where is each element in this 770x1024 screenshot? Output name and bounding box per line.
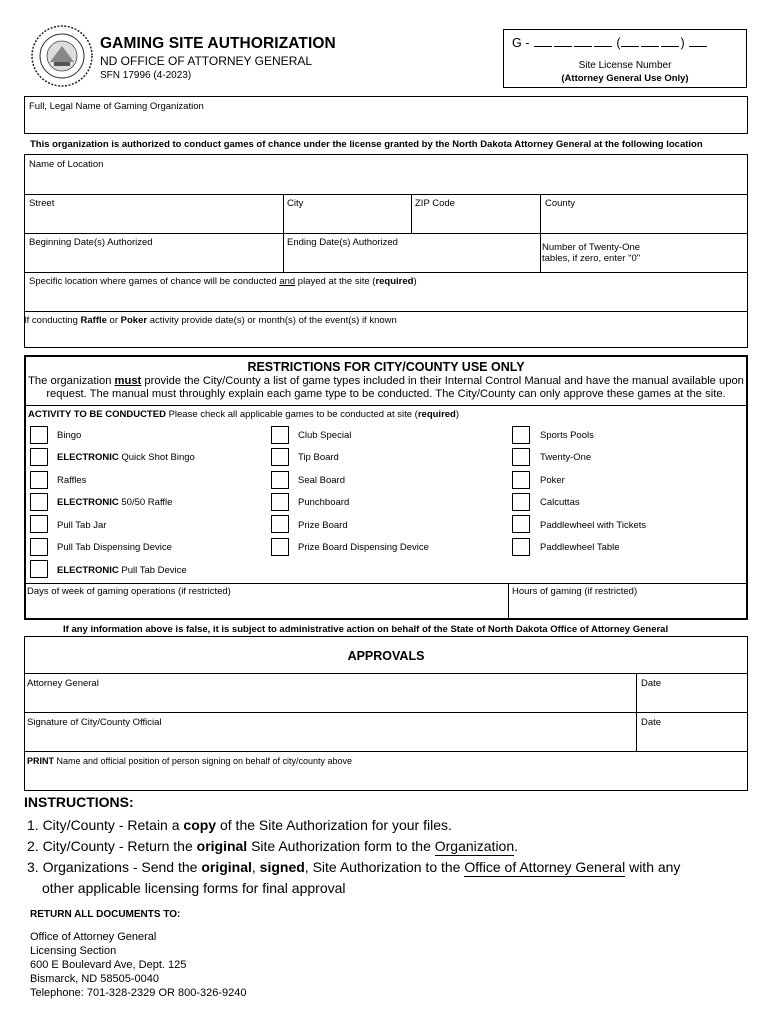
checkbox-calcuttas[interactable]	[512, 493, 530, 511]
form-title: GAMING SITE AUTHORIZATION	[100, 35, 336, 52]
checkbox-twenty-one[interactable]	[512, 448, 530, 466]
end-date-label: Ending Date(s) Authorized	[287, 237, 398, 248]
approvals-section	[24, 636, 748, 791]
twentyone-label: Number of Twenty-One	[542, 242, 641, 253]
instructions-heading: INSTRUCTIONS:	[24, 794, 134, 810]
address-line-4: Bismarck, ND 58505-0040	[30, 973, 160, 985]
hours-label: Hours of gaming (if restricted)	[512, 586, 638, 597]
restrictions-title: RESTRICTIONS FOR CITY/COUNTY USE ONLY	[247, 360, 525, 374]
office-of-attorney-general-link[interactable]: Office of Attorney General	[464, 859, 626, 875]
activity-label-prize-board-dispensing-device: Prize Board Dispensing Device	[298, 542, 429, 553]
checkbox-raffles[interactable]	[30, 471, 48, 489]
zip-label: ZIP Code	[415, 198, 455, 209]
activity-label-electronic-pull-tab-device: ELECTRONIC Pull Tab Device	[57, 565, 187, 576]
instruction-3: 3. Organizations - Send the original, signed, Site Authorization to the Office of Attorney General with any	[27, 859, 681, 875]
checkbox-sports-pools[interactable]	[512, 426, 530, 444]
official-date-label: Date	[641, 717, 662, 728]
checkbox-poker[interactable]	[512, 471, 530, 489]
checkbox-paddlewheel-table[interactable]	[512, 538, 530, 556]
license-use-note: (Attorney General Use Only)	[561, 73, 689, 84]
location-name-label: Name of Location	[29, 159, 104, 170]
checkbox-prize-board[interactable]	[271, 515, 289, 533]
checkbox-seal-board[interactable]	[271, 471, 289, 489]
city-label: City	[287, 198, 304, 209]
agency-name: ND OFFICE OF ATTORNEY GENERAL	[100, 54, 313, 68]
activity-label-twenty-one: Twenty-One	[540, 452, 592, 463]
activity-label: ACTIVITY TO BE CONDUCTED Please check all applicable games to be conducted at site (required)	[28, 409, 460, 420]
checkbox-pull-tab-dispensing-device[interactable]	[30, 538, 48, 556]
begin-date-label: Beginning Date(s) Authorized	[29, 237, 153, 248]
organization-link[interactable]: Organization	[434, 838, 515, 854]
activity-label-club-special: Club Special	[298, 430, 352, 441]
false-information-note: If any information above is false, it is subject to administrative action on behalf of the State of North Dakota Office of Attorney General	[63, 624, 669, 635]
activity-label-raffles: Raffles	[57, 475, 87, 486]
organization-name-label: Full, Legal Name of Gaming Organization	[29, 101, 204, 112]
activity-label-tip-board: Tip Board	[298, 452, 339, 463]
organization-name-field[interactable]	[24, 96, 748, 134]
checkbox-club-special[interactable]	[271, 426, 289, 444]
print-name-label: PRINT Name and official position of person signing on behalf of city/county above	[27, 756, 353, 766]
activity-label-prize-board: Prize Board	[298, 520, 348, 531]
return-heading: RETURN ALL DOCUMENTS TO:	[30, 909, 181, 920]
address-line-1: Office of Attorney General	[30, 931, 157, 943]
authorization-note: This organization is authorized to conduct games of chance under the license granted by the North Dakota Attorney General at the following location	[30, 139, 703, 150]
checkbox-punchboard[interactable]	[271, 493, 289, 511]
activity-label-paddlewheel-with-tickets: Paddlewheel with Tickets	[540, 520, 647, 531]
restrictions-section	[24, 355, 748, 620]
activity-label-calcuttas: Calcuttas	[540, 497, 580, 508]
specific-location-label: Specific location where games of chance will be conducted and played at the site (required)	[29, 276, 417, 287]
activity-label-bingo: Bingo	[57, 430, 82, 441]
activity-label-electronic-quick-shot-bingo: ELECTRONIC Quick Shot Bingo	[57, 452, 195, 463]
instruction-1: 1. City/County - Retain a copy of the Site Authorization for your files.	[27, 817, 452, 833]
restrictions-body: The organization must provide the City/County a list of game types included in their Internal Control Manual and have the manual available upon request. The manual must throughly explain each game type to be conducted. The City/County can only approve these games at the site.	[28, 375, 744, 400]
address-telephone: Telephone: 701-328-2329 OR 800-326-9240	[30, 987, 247, 999]
activity-label-sports-pools: Sports Pools	[540, 430, 594, 441]
license-number-label: Site License Number	[578, 60, 672, 71]
checkbox-electronic-pull-tab-device[interactable]	[30, 560, 48, 578]
activity-label-electronic-5050-raffle: ELECTRONIC 50/50 Raffle	[57, 497, 173, 508]
days-label: Days of week of gaming operations (if restricted)	[27, 586, 231, 597]
activity-label-seal-board: Seal Board	[298, 475, 346, 486]
checkbox-prize-board-dispensing-device[interactable]	[271, 538, 289, 556]
checkbox-tip-board[interactable]	[271, 448, 289, 466]
activity-label-punchboard: Punchboard	[298, 497, 350, 508]
checkbox-pull-tab-jar[interactable]	[30, 515, 48, 533]
address-line-3: 600 E Boulevard Ave, Dept. 125	[30, 959, 187, 971]
attorney-general-label: Attorney General	[27, 678, 99, 689]
site-license-number-box[interactable]	[503, 29, 747, 88]
ag-date-label: Date	[641, 678, 662, 689]
activity-label-paddlewheel-table: Paddlewheel Table	[540, 542, 620, 553]
county-label: County	[545, 198, 576, 209]
activity-label-poker: Poker	[540, 475, 565, 486]
activity-label-pull-tab-dispensing-device: Pull Tab Dispensing Device	[57, 542, 172, 553]
approvals-title: APPROVALS	[347, 649, 425, 663]
instruction-2: 2. City/County - Return the original Site Authorization form to the Organization.	[27, 838, 519, 854]
raffle-poker-label: If conducting Raffle or Poker activity provide date(s) or month(s) of the event(s) if known	[24, 315, 397, 326]
address-line-2: Licensing Section	[30, 945, 117, 957]
state-seal-logo	[30, 24, 94, 88]
checkbox-paddlewheel-with-tickets[interactable]	[512, 515, 530, 533]
checkbox-electronic-5050-raffle[interactable]	[30, 493, 48, 511]
checkbox-electronic-quick-shot-bingo[interactable]	[30, 448, 48, 466]
activity-label-pull-tab-jar: Pull Tab Jar	[57, 520, 107, 531]
city-official-signature-label: Signature of City/County Official	[27, 717, 162, 728]
location-section	[24, 154, 748, 348]
form-number: SFN 17996 (4-2023)	[100, 70, 192, 81]
street-field[interactable]	[24, 193, 282, 232]
street-label: Street	[29, 198, 55, 209]
twentyone-hint: tables, if zero, enter "0"	[542, 253, 641, 264]
checkbox-bingo[interactable]	[30, 426, 48, 444]
license-number-field[interactable]: G - ( )	[512, 36, 708, 50]
instruction-3-continued: other applicable licensing forms for final approval	[42, 880, 346, 896]
